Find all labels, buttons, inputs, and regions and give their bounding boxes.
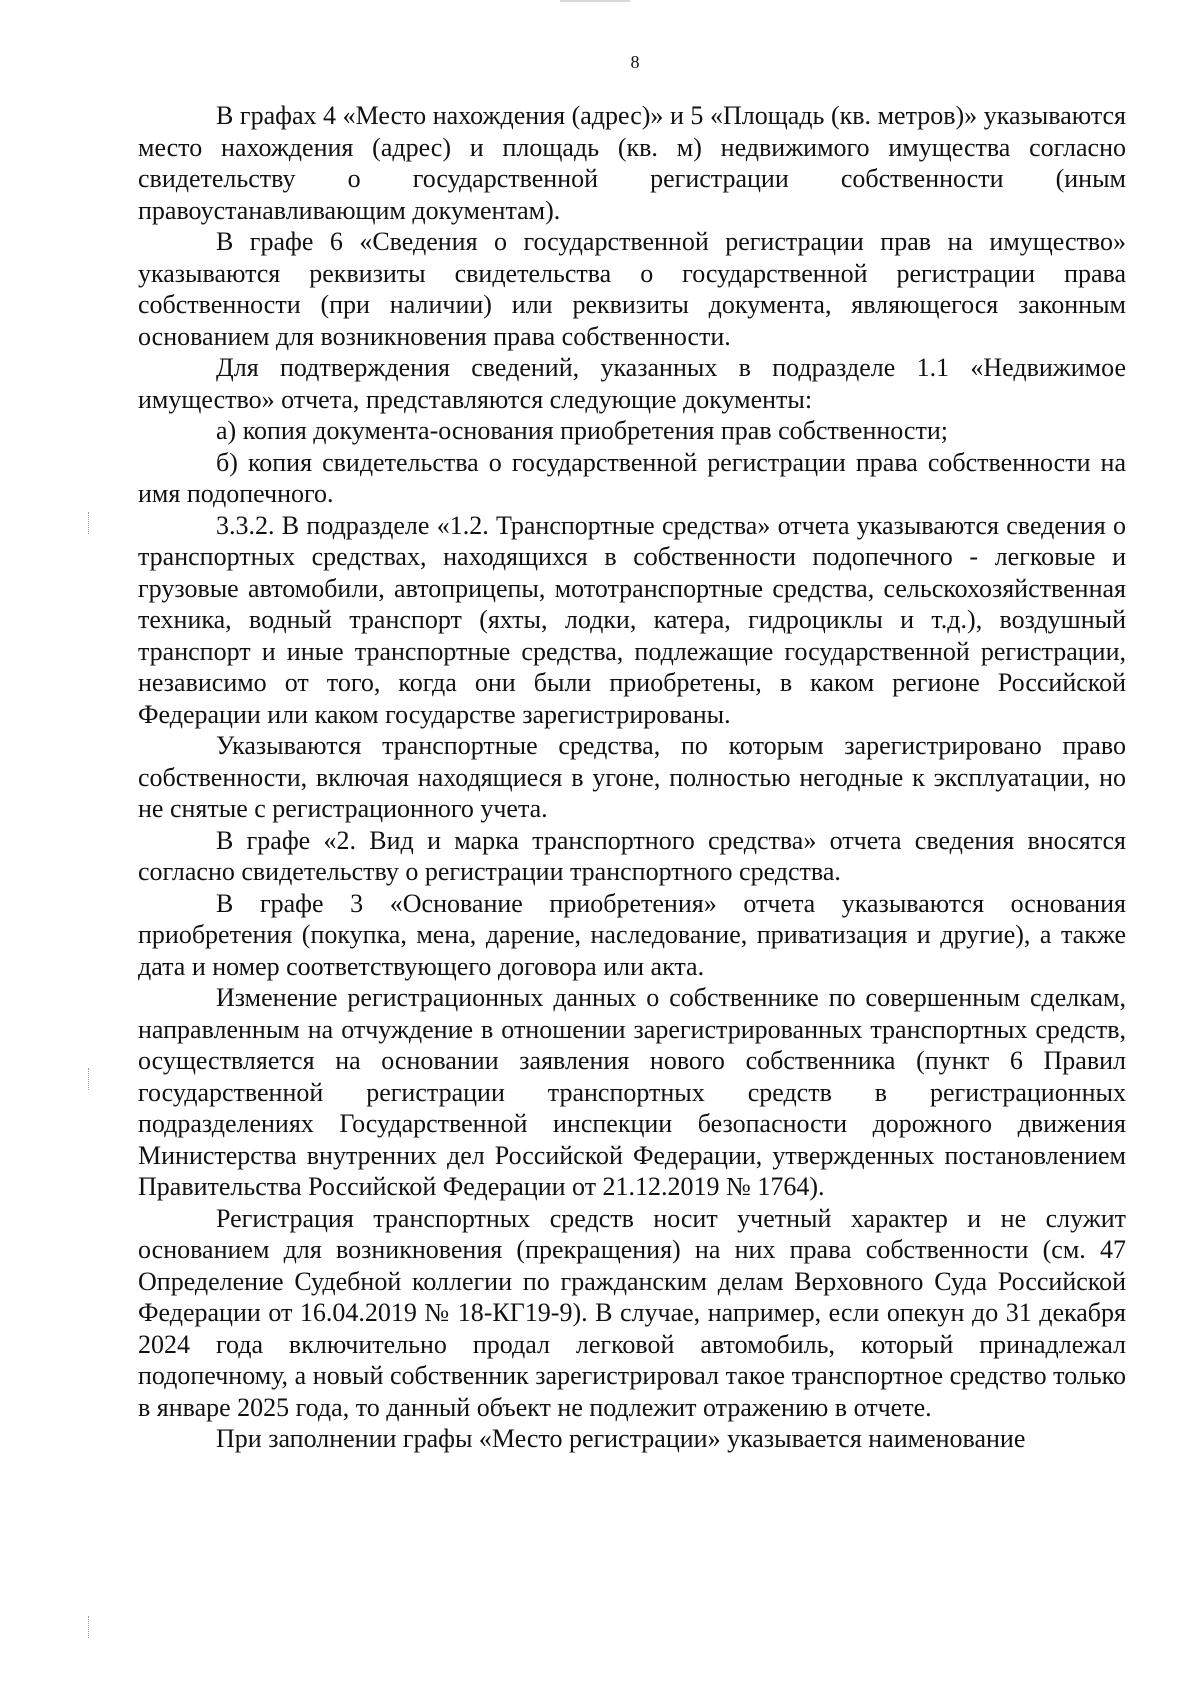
page-number: 8	[630, 52, 640, 72]
document-body	[138, 100, 1126, 1455]
paragraph: Указываются транспортные средства, по которым зарегистрировано право собственности, включая находящиеся в угоне, полностью негодные к эксплуатации, но не снятые с регистрационного учета.	[138, 731, 1126, 823]
paragraph: В графе 6 «Сведения о государственной регистрации прав на имущество» указываются реквизиты свидетельства о государственной регистрации права собственности (при наличии) или реквизиты документа, являющегося законным основанием для возникновения права собственности.	[138, 227, 1126, 351]
paragraph: Для подтверждения сведений, указанных в подразделе 1.1 «Недвижимое имущество» отчета, представляются следующие документы:	[138, 353, 1126, 414]
list-item: а) копия документа-основания приобретения прав собственности;	[216, 416, 948, 445]
paragraph: При заполнении графы «Место регистрации» указывается наименование	[216, 1424, 1026, 1453]
paragraph: В графах 4 «Место нахождения (адрес)» и 5 «Площадь (кв. метров)» указываются место нахождения (адрес) и площадь (кв. м) недвижимого имущества согласно свидетельству о государственной регистрации собственности (иным правоустанавливающим документам).	[138, 101, 1126, 225]
paragraph: Изменение регистрационных данных о собственнике по совершенным сделкам, направленным на отчуждение в отношении зарегистрированных транспортных средств, осуществляется на основании заявления нового собственника (пункт 6 Правил государственной регистрации транспортных средств в регистрационных подразделениях Государственной инспекции безопасности дорожного движения Министерства внутренних дел Российской Федерации, утвержденных постановлением Правительства Российской Федерации от 21.12.2019 № 1764).	[138, 983, 1126, 1201]
paragraph: В графе «2. Вид и марка транспортного средства» отчета сведения вносятся согласно свидетельству о регистрации транспортного средства.	[138, 825, 1126, 886]
list-item: б) копия свидетельства о государственной регистрации права собственности на имя подопечного.	[138, 447, 1126, 508]
margin-mark	[88, 512, 90, 534]
paragraph: 3.3.2. В подразделе «1.2. Транспортные средства» отчета указываются сведения о транспортных средствах, находящихся в собственности подопечного - легковые и грузовые автомобили, автоприцепы, мототранспортные средства, сельскохозяйственная техника, водный транспорт (яхты, лодки, катера, гидроциклы и т.д.), воздушный транспорт и иные транспортные средства, подлежащие государственной регистрации, независимо от того, когда они были приобретены, в каком регионе Российской Федерации или каком государстве зарегистрированы.	[138, 510, 1126, 729]
margin-mark	[88, 1616, 90, 1638]
paragraph: Регистрация транспортных средств носит учетный характер и не служит основанием для возникновения (прекращения) на них права собственности (см. 47 Определение Судебной коллегии по гражданским делам Верховного Суда Российской Федерации от 16.04.2019 № 18-КГ19-9). В случае, например, если опекун до 31 декабря 2024 года включительно продал легковой автомобиль, который принадлежал подопечному, а новый собственник зарегистрировал такое транспортное средство только в январе 2025 года, то данный объект не подлежит отражению в отчете.	[138, 1203, 1126, 1422]
paragraph: В графе 3 «Основание приобретения» отчета указываются основания приобретения (покупка, мена, дарение, наследование, приватизация и другие), а также дата и номер соответствующего договора или акта.	[138, 888, 1126, 981]
margin-mark	[88, 1068, 90, 1090]
scan-artifact	[560, 0, 630, 2]
